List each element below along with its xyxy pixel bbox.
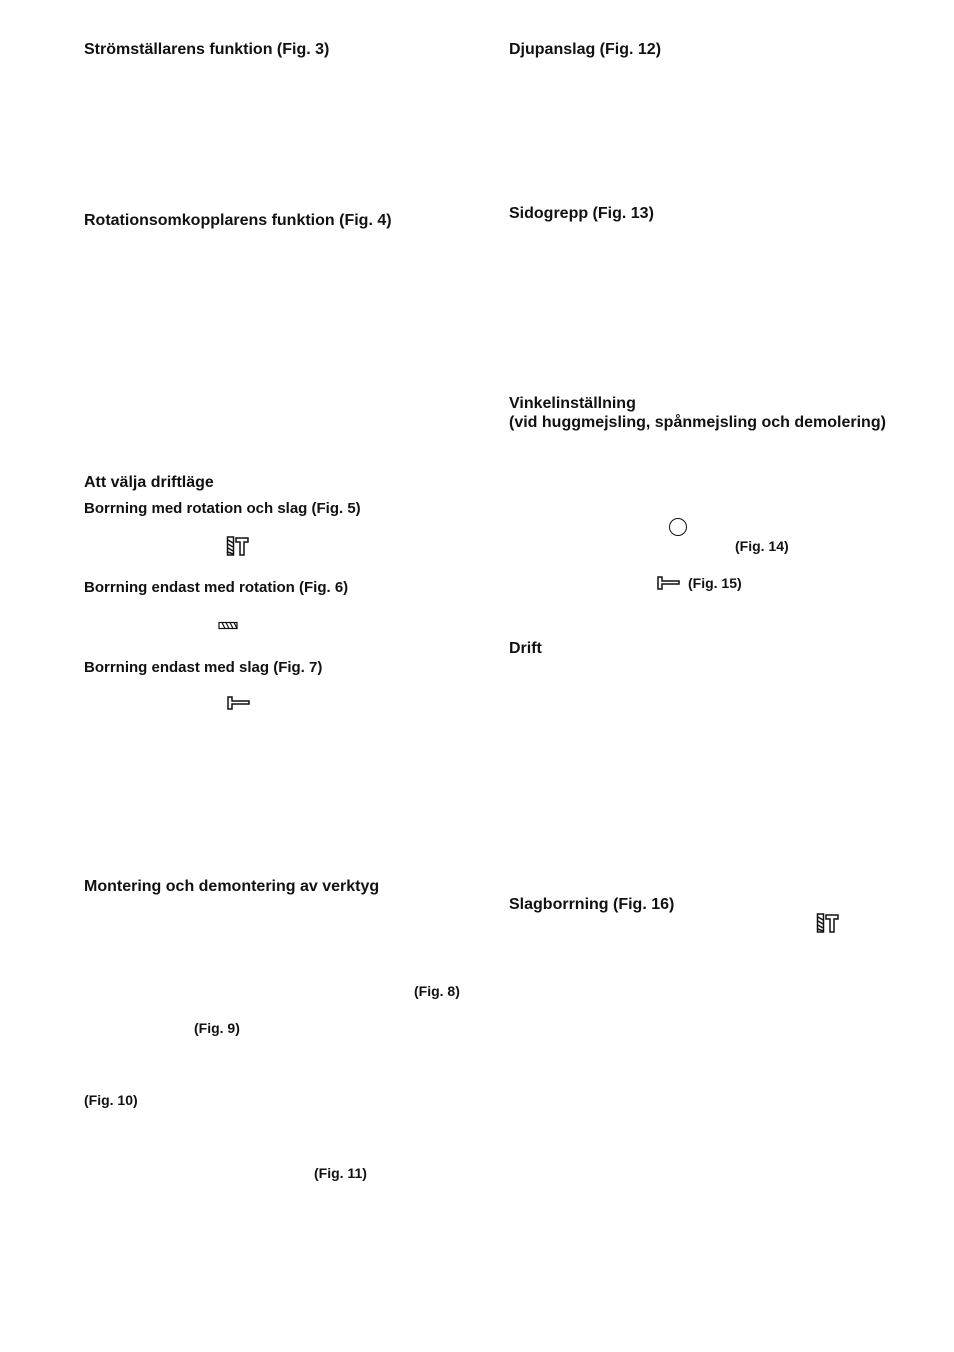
fig-ref-14: (Fig. 14) (735, 538, 789, 554)
heading-hammer-drilling: Slagborrning (Fig. 16) (509, 896, 675, 913)
subheading-rotation-only: Borrning endast med rotation (Fig. 6) (84, 579, 349, 596)
heading-depth-gauge: Djupanslag (Fig. 12) (509, 41, 662, 58)
heading-install-remove: Montering och demontering av verktyg (84, 878, 380, 895)
drill-hammer-icon (226, 536, 250, 556)
subheading-rotation-hammer: Borrning med rotation och slag (Fig. 5) (84, 500, 361, 517)
heading-angle-title: Vinkelinställning (509, 395, 636, 412)
hammer-icon (226, 696, 250, 710)
heading-side-grip: Sidogrepp (Fig. 13) (509, 205, 654, 222)
fig-ref-15: (Fig. 15) (688, 575, 742, 591)
fig-ref-9: (Fig. 9) (194, 1020, 240, 1036)
heading-reversing-switch: Rotationsomkopplarens funktion (Fig. 4) (84, 212, 392, 229)
circle-icon (668, 517, 688, 537)
heading-angle-subtitle: (vid huggmejsling, spånmejsling och demolering) (509, 414, 886, 431)
heading-operation: Drift (509, 640, 542, 657)
hammer-icon (656, 576, 680, 590)
drill-hammer-icon (816, 913, 840, 933)
fig-ref-11: (Fig. 11) (314, 1165, 367, 1181)
heading-select-mode: Att välja driftläge (84, 474, 214, 491)
fig-ref-10: (Fig. 10) (84, 1092, 138, 1108)
heading-switch-action: Strömställarens funktion (Fig. 3) (84, 41, 330, 58)
drill-bit-icon (218, 621, 238, 630)
subheading-hammer-only: Borrning endast med slag (Fig. 7) (84, 659, 323, 676)
fig-ref-8: (Fig. 8) (414, 983, 460, 999)
